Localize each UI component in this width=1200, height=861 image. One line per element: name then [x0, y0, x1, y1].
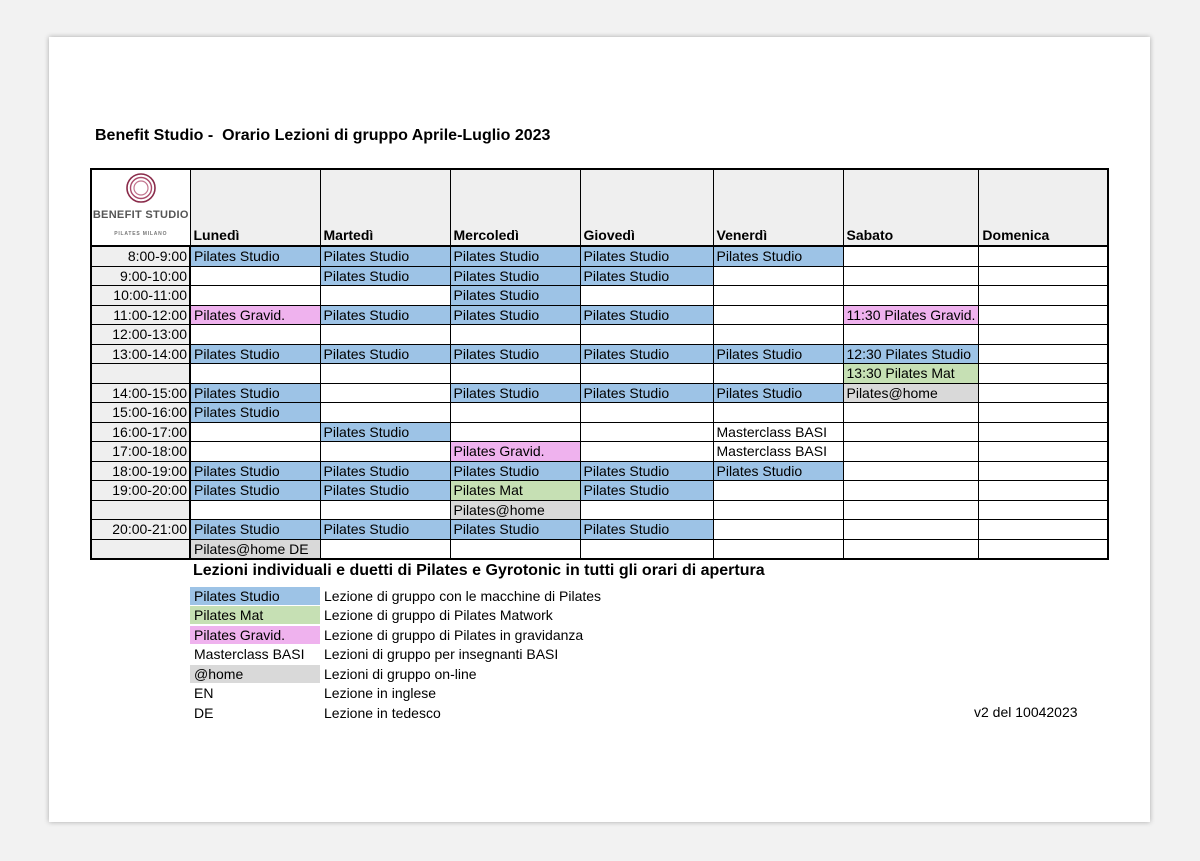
schedule-cell	[320, 364, 450, 384]
schedule-cell: Pilates Studio	[190, 403, 320, 423]
schedule-cell	[320, 383, 450, 403]
time-slot: 16:00-17:00	[91, 422, 190, 442]
schedule-cell: Pilates Studio	[190, 520, 320, 540]
schedule-cell	[320, 500, 450, 520]
time-slot: 11:00-12:00	[91, 305, 190, 325]
schedule-cell: Pilates Gravid.	[190, 305, 320, 325]
day-header: Giovedì	[580, 169, 713, 246]
subtitle-note: Lezioni individuali e duetti di Pilates e Gyrotonic in tutti gli orari di apertura	[193, 562, 765, 579]
legend-description: Lezione di gruppo con le macchine di Pilates	[324, 587, 602, 604]
schedule-cell	[979, 481, 1108, 501]
schedule-cell: Pilates Studio	[320, 481, 450, 501]
schedule-cell	[190, 325, 320, 345]
time-slot: 20:00-21:00	[91, 520, 190, 540]
schedule-row	[91, 246, 1108, 266]
page-title: Benefit Studio - Orario Lezioni di gruppo Aprile-Luglio 2023	[95, 127, 551, 144]
schedule-cell: Pilates Studio	[320, 246, 450, 266]
legend-row	[190, 664, 601, 684]
schedule-cell	[979, 325, 1108, 345]
schedule-row	[91, 344, 1108, 364]
schedule-cell	[580, 442, 713, 462]
schedule-cell	[450, 403, 580, 423]
schedule-row	[91, 500, 1108, 520]
legend-key: Pilates Gravid.	[190, 626, 320, 644]
schedule-cell	[713, 481, 843, 501]
schedule-row	[91, 520, 1108, 540]
schedule-cell: Pilates Studio	[190, 481, 320, 501]
schedule-cell	[190, 422, 320, 442]
schedule-cell	[843, 500, 979, 520]
schedule-cell	[190, 286, 320, 306]
legend-row	[190, 703, 601, 723]
schedule-cell: Masterclass BASI	[713, 422, 843, 442]
schedule-cell	[979, 246, 1108, 266]
schedule-cell: Pilates Studio	[580, 383, 713, 403]
schedule-cell	[580, 286, 713, 306]
day-header: Domenica	[979, 169, 1108, 246]
time-slot: 13:00-14:00	[91, 344, 190, 364]
day-header: Venerdì	[713, 169, 843, 246]
schedule-cell	[713, 325, 843, 345]
schedule-cell: Pilates Studio	[580, 520, 713, 540]
header-row	[91, 169, 1108, 246]
schedule-row	[91, 325, 1108, 345]
legend-description: Lezione di gruppo di Pilates Matwork	[324, 607, 553, 624]
schedule-cell	[713, 305, 843, 325]
schedule-row	[91, 286, 1108, 306]
schedule-cell	[580, 422, 713, 442]
schedule-cell: Pilates Studio	[320, 305, 450, 325]
schedule-cell	[979, 500, 1108, 520]
schedule-cell	[979, 539, 1108, 559]
schedule-cell: Pilates Studio	[580, 461, 713, 481]
schedule-cell	[320, 539, 450, 559]
schedule-cell	[190, 500, 320, 520]
day-header: Mercoledì	[450, 169, 580, 246]
time-slot: 12:00-13:00	[91, 325, 190, 345]
time-slot: 10:00-11:00	[91, 286, 190, 306]
schedule-cell: Pilates Studio	[320, 266, 450, 286]
schedule-cell: Pilates Studio	[580, 305, 713, 325]
schedule-cell: Pilates Studio	[450, 246, 580, 266]
schedule-cell	[713, 539, 843, 559]
schedule-cell	[450, 422, 580, 442]
schedule-cell: Pilates Studio	[190, 461, 320, 481]
legend-row	[190, 586, 601, 606]
schedule-cell	[580, 539, 713, 559]
schedule-cell	[320, 286, 450, 306]
schedule-row	[91, 305, 1108, 325]
time-slot	[91, 539, 190, 559]
schedule-cell	[843, 403, 979, 423]
time-slot: 8:00-9:00	[91, 246, 190, 266]
schedule-table	[90, 168, 1109, 560]
schedule-cell	[843, 325, 979, 345]
time-slot: 9:00-10:00	[91, 266, 190, 286]
schedule-cell	[843, 422, 979, 442]
legend-key: Pilates Studio	[190, 587, 320, 605]
schedule-row	[91, 422, 1108, 442]
schedule-cell: Pilates Gravid.	[450, 442, 580, 462]
schedule-cell	[979, 422, 1108, 442]
day-header: Lunedì	[190, 169, 320, 246]
legend-row	[190, 645, 601, 665]
schedule-cell: Pilates Studio	[320, 520, 450, 540]
schedule-row	[91, 266, 1108, 286]
schedule-cell: Pilates Studio	[713, 461, 843, 481]
legend-key: Pilates Mat	[190, 606, 320, 624]
legend-row	[190, 684, 601, 704]
time-slot	[91, 500, 190, 520]
schedule-cell	[320, 442, 450, 462]
schedule-cell: Pilates Mat	[450, 481, 580, 501]
legend-row	[190, 606, 601, 626]
schedule-cell: Pilates Studio	[450, 520, 580, 540]
logo-subtitle: PILATES MILANO	[114, 231, 168, 237]
schedule-cell	[843, 442, 979, 462]
schedule-cell	[979, 364, 1108, 384]
schedule-row	[91, 481, 1108, 501]
schedule-row	[91, 383, 1108, 403]
schedule-cell	[979, 461, 1108, 481]
time-slot: 19:00-20:00	[91, 481, 190, 501]
schedule-cell	[190, 266, 320, 286]
schedule-cell	[580, 500, 713, 520]
schedule-row	[91, 442, 1108, 462]
day-header: Martedì	[320, 169, 450, 246]
schedule-cell: Pilates Studio	[580, 266, 713, 286]
schedule-cell: 11:30 Pilates Gravid.	[843, 305, 979, 325]
schedule-cell: Pilates Studio	[713, 246, 843, 266]
time-slot: 15:00-16:00	[91, 403, 190, 423]
schedule-cell	[843, 246, 979, 266]
schedule-cell	[979, 403, 1108, 423]
schedule-cell	[320, 403, 450, 423]
schedule-cell	[190, 364, 320, 384]
logo-rings-icon	[125, 172, 157, 204]
schedule-cell	[580, 364, 713, 384]
schedule-cell: Pilates@home	[843, 383, 979, 403]
logo	[92, 172, 190, 243]
schedule-cell: Pilates Studio	[190, 383, 320, 403]
time-slot: 17:00-18:00	[91, 442, 190, 462]
legend-key: Masterclass BASI	[194, 646, 305, 663]
schedule-row	[91, 461, 1108, 481]
schedule-cell: Pilates Studio	[450, 286, 580, 306]
schedule-cell: Pilates@home	[450, 500, 580, 520]
legend-description: Lezioni di gruppo per insegnanti BASI	[324, 646, 559, 663]
schedule-cell: Pilates Studio	[450, 461, 580, 481]
schedule-cell: Pilates@home DE	[190, 539, 320, 559]
schedule-cell	[450, 539, 580, 559]
legend-description: Lezione in inglese	[324, 685, 437, 702]
schedule-cell: Pilates Studio	[320, 344, 450, 364]
schedule-cell: Pilates Studio	[713, 344, 843, 364]
schedule-cell	[713, 500, 843, 520]
legend-description: Lezioni di gruppo on-line	[324, 665, 477, 682]
schedule-cell	[843, 461, 979, 481]
schedule-cell: Masterclass BASI	[713, 442, 843, 462]
schedule-cell: Pilates Studio	[580, 481, 713, 501]
logo-name: BENEFIT STUDIO	[92, 209, 189, 221]
schedule-cell	[979, 266, 1108, 286]
schedule-cell: Pilates Studio	[320, 422, 450, 442]
schedule-cell	[979, 520, 1108, 540]
schedule-cell: Pilates Studio	[713, 383, 843, 403]
schedule-cell	[713, 364, 843, 384]
legend-description: Lezione in tedesco	[324, 704, 441, 721]
schedule-cell: 13:30 Pilates Mat	[843, 364, 979, 384]
legend-description: Lezione di gruppo di Pilates in gravidanza	[324, 626, 584, 643]
schedule-cell: Pilates Studio	[580, 246, 713, 266]
schedule-cell: Pilates Studio	[580, 344, 713, 364]
schedule-cell	[580, 403, 713, 423]
schedule-cell	[713, 520, 843, 540]
schedule-cell	[843, 481, 979, 501]
legend-key: EN	[194, 685, 214, 702]
schedule-cell	[979, 344, 1108, 364]
schedule-cell	[713, 403, 843, 423]
schedule-cell	[190, 442, 320, 462]
logo-cell	[91, 169, 190, 246]
schedule-cell	[713, 266, 843, 286]
schedule-row	[91, 364, 1108, 384]
legend-key: @home	[190, 665, 320, 683]
schedule-cell	[979, 305, 1108, 325]
schedule-cell	[580, 325, 713, 345]
schedule-cell	[843, 266, 979, 286]
schedule-cell	[713, 286, 843, 306]
schedule-cell: Pilates Studio	[450, 305, 580, 325]
schedule-cell	[320, 325, 450, 345]
schedule-cell	[450, 325, 580, 345]
schedule-cell: Pilates Studio	[190, 246, 320, 266]
legend-row	[190, 625, 601, 645]
schedule-cell	[979, 286, 1108, 306]
time-slot: 18:00-19:00	[91, 461, 190, 481]
day-header: Sabato	[843, 169, 979, 246]
schedule-cell	[843, 539, 979, 559]
legend-key: DE	[194, 704, 214, 721]
schedule-cell	[979, 442, 1108, 462]
legend	[190, 586, 601, 723]
schedule-cell: Pilates Studio	[450, 266, 580, 286]
schedule-cell: Pilates Studio	[190, 344, 320, 364]
schedule-cell: 12:30 Pilates Studio	[843, 344, 979, 364]
schedule-cell	[979, 383, 1108, 403]
schedule-cell	[450, 364, 580, 384]
schedule-cell: Pilates Studio	[320, 461, 450, 481]
schedule-cell	[843, 520, 979, 540]
schedule-row	[91, 539, 1108, 559]
time-slot	[91, 364, 190, 384]
version-label: v2 del 10042023	[974, 704, 1078, 720]
schedule-cell: Pilates Studio	[450, 344, 580, 364]
schedule-row	[91, 403, 1108, 423]
time-slot: 14:00-15:00	[91, 383, 190, 403]
schedule-cell	[843, 286, 979, 306]
schedule-cell: Pilates Studio	[450, 383, 580, 403]
